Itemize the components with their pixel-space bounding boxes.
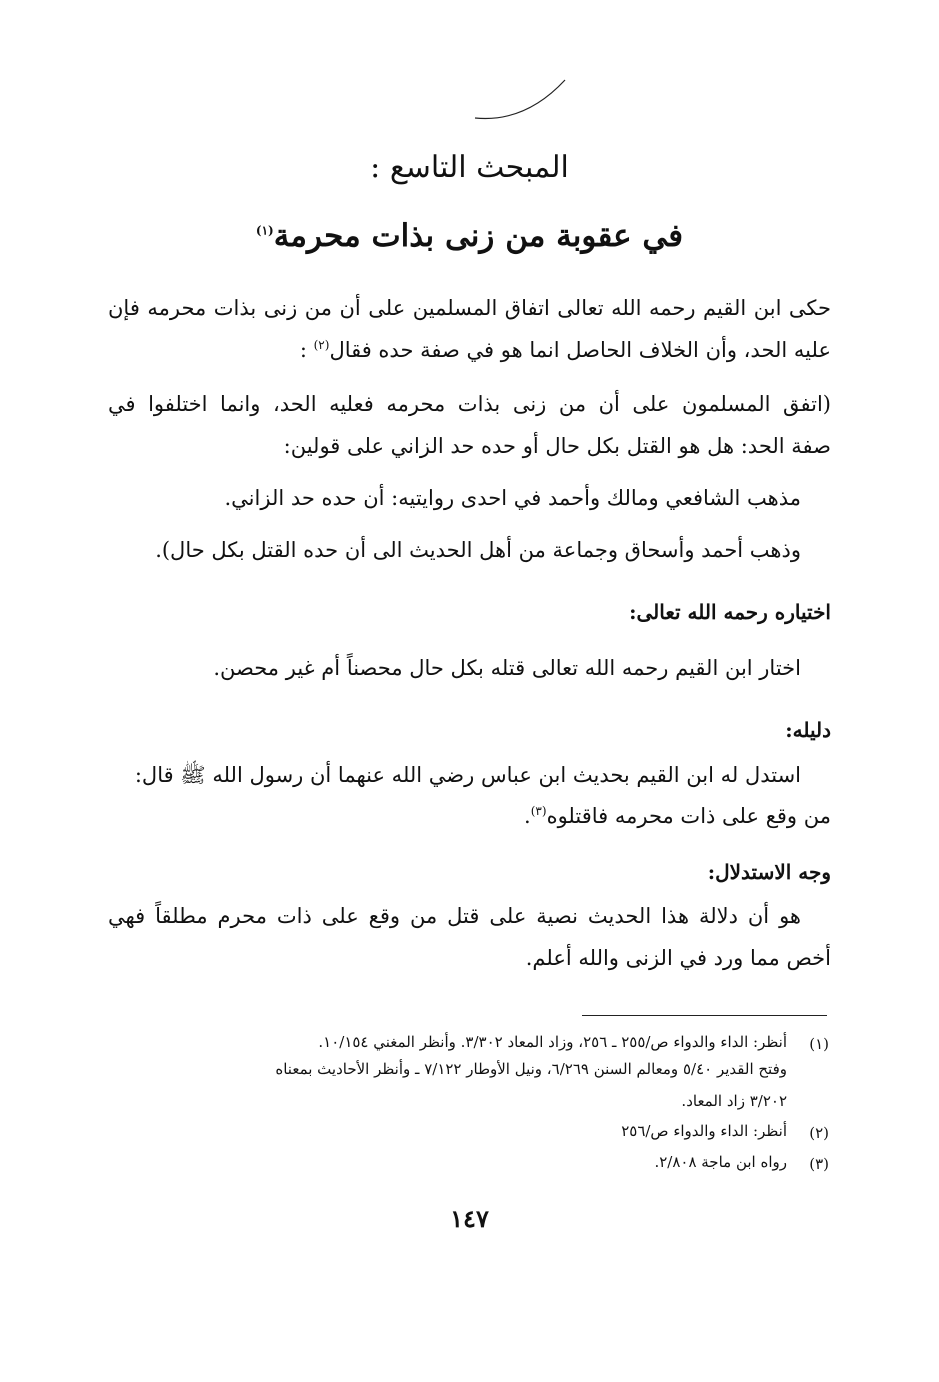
evidence-line-1: استدل له ابن القيم بحديث ابن عباس رضي الله عنهما أن رسول الله ﷺ قال:: [134, 763, 801, 787]
heading-evidence: دليله:: [785, 718, 831, 742]
decorative-flourish-icon: [470, 78, 570, 123]
quote-line-3: مذهب الشافعي ومالك وأحمد في احدى روايتيه: أن حده حد الزاني.: [224, 486, 801, 510]
intro-line-2-end: :: [299, 338, 314, 362]
quote-line-4: وذهب أحمد وأسحاق وجماعة من أهل الحديث الى أن حده القتل بكل حال).: [155, 538, 801, 562]
quote-line-1: (اتفق المسلمون على أن من زنى بذات محرمه فعليه الحد، وانما اختلفوا في: [108, 392, 831, 416]
footnote-2-number: (٢): [809, 1124, 829, 1142]
chapter-title: المبحث التاسع :: [370, 150, 569, 185]
footnote-1-line-1: أنظر: الداء والدواء ص/٢٥٥ ـ ٢٥٦، وزاد المعاد ٣/٣٠٢. وأنظر المغني ١٠/١٥٤.: [318, 1033, 787, 1051]
section-title: [0, 218, 939, 254]
evidence-line-2-text: من وقع على ذات محرمه فاقتلوه: [546, 804, 831, 828]
footnote-ref-3: (٣): [530, 804, 547, 818]
quote-line-2: صفة الحد: هل هو القتل بكل حال أو حده حد الزاني على قولين:: [283, 434, 831, 458]
footnote-divider: [582, 1015, 827, 1016]
choice-text: اختار ابن القيم رحمه الله تعالى قتله بكل حال محصناً أم غير محصن.: [213, 656, 801, 680]
heading-choice: اختياره رحمه الله تعالى:: [629, 600, 831, 624]
footnote-2-line-1: أنظر: الداء والدواء ص/٢٥٦: [621, 1122, 787, 1140]
footnote-3-number: (٣): [809, 1155, 829, 1173]
footnote-ref-1: (١): [255, 223, 274, 238]
footnote-1-line-2: وفتح القدير ٥/٤٠ ومعالم السنن ٦/٢٦٩، ونيل الأوطار ٧/١٢٢ ـ وأنظر الأحاديث بمعناه: [275, 1060, 787, 1078]
intro-line-2-text: عليه الحد، وأن الخلاف الحاصل انما هو في صفة حده فقال: [329, 338, 831, 362]
footnote-3-line-1: رواه ابن ماجة ٢/٨٠٨.: [654, 1153, 787, 1171]
footnote-ref-2: (٢): [313, 338, 330, 352]
footnote-1-line-3: ٣/٢٠٢ زاد المعاد.: [681, 1092, 787, 1110]
footnote-1-number: (١): [809, 1035, 829, 1053]
inference-line-2: أخص مما ورد في الزنى والله أعلم.: [525, 946, 831, 970]
inference-line-1: هو أن دلالة هذا الحديث نصية على قتل من وقع على ذات محرم مطلقاً فهي: [108, 904, 801, 928]
section-title-text: في عقوبة من زنى بذات محرمة: [273, 218, 684, 254]
heading-inference: وجه الاستدلال:: [707, 860, 831, 884]
evidence-line-2: [108, 804, 831, 828]
intro-line-2: [108, 338, 831, 362]
evidence-line-2-end: .: [524, 804, 531, 828]
intro-line-1: حكى ابن القيم رحمه الله تعالى اتفاق المسلمين على أن من زنى بذات محرمه فإن: [108, 296, 831, 320]
page-number: ١٤٧: [450, 1204, 489, 1233]
